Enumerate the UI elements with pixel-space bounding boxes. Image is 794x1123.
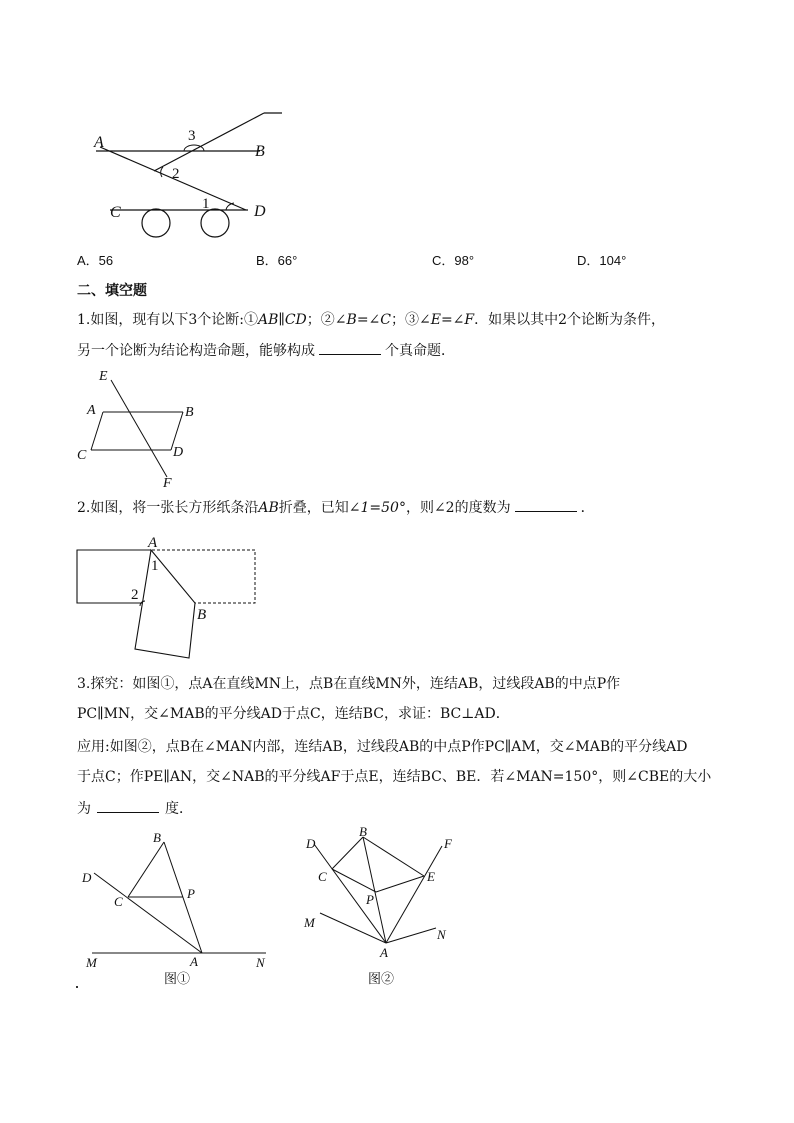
q1-label-B: B xyxy=(185,405,194,420)
fig2-label-E: E xyxy=(427,869,435,884)
label-C: C xyxy=(110,204,121,221)
fig2-label-N: N xyxy=(437,927,446,942)
q1-label-D: D xyxy=(173,445,184,460)
q2-answer-blank xyxy=(515,497,577,512)
option-a: A．56 xyxy=(77,253,114,268)
q3-line-4: 于点C；作PE∥AN，交∠NAB的平分线AF于点E，连结BC、BE．若∠MAN=150°，则∠CBE的大小 xyxy=(77,769,712,785)
label-2: 2 xyxy=(172,166,180,182)
fig2-label-P: P xyxy=(366,892,374,907)
fig1-label-B: B xyxy=(153,830,161,845)
q3-figure-1 xyxy=(78,828,278,993)
section-title: 二、填空题 xyxy=(77,283,147,299)
q1-label-F: F xyxy=(163,476,172,490)
fig2-label-F: F xyxy=(444,836,452,851)
q2-label-1: 1 xyxy=(151,558,159,574)
fig2-label-B: B xyxy=(359,824,367,839)
stray-dot xyxy=(76,986,78,988)
fig1-label-D: D xyxy=(82,870,92,885)
label-3: 3 xyxy=(188,128,196,144)
fig1-label-N: N xyxy=(256,955,265,970)
fig2-label-M: M xyxy=(304,915,315,930)
q3-line-3: 应用:如图②，点B在∠MAN内部，连结AB，过线段AB的中点P作PC∥AM，交∠MAB的平分线AD xyxy=(77,739,688,755)
option-d: D．104° xyxy=(577,253,627,268)
fig1-label-M: M xyxy=(86,955,97,970)
label-B: B xyxy=(255,143,265,160)
label-A: A xyxy=(94,134,104,151)
fig1-caption: 图① xyxy=(164,971,191,986)
q2-figure xyxy=(70,532,265,664)
option-c: C．98° xyxy=(432,253,475,268)
fig2-label-D: D xyxy=(306,836,316,851)
q1-label-A: A xyxy=(87,403,96,418)
q1-label-E: E xyxy=(99,369,108,384)
q1-answer-blank xyxy=(319,340,381,355)
q1-line-1: 1.如图，现有以下3个论断:①AB∥CD；②∠B=∠C；③∠E=∠F．如果以其中2个论断为条件， xyxy=(77,312,666,328)
fig1-label-A: A xyxy=(190,954,198,969)
fig2-label-A: A xyxy=(380,945,388,960)
label-1: 1 xyxy=(202,196,210,212)
q3-line-5: 为 度． xyxy=(77,798,193,819)
q3-line-1: 3.探究：如图①，点A在直线MN上，点B在直线MN外，连结AB，过线段AB的中点P作 xyxy=(77,676,621,692)
fig1-label-P: P xyxy=(187,886,195,901)
figure-parallel-lines xyxy=(88,105,298,240)
q2-label-2: 2 xyxy=(131,587,139,603)
label-D: D xyxy=(254,203,266,220)
q2-label-B: B xyxy=(197,607,207,623)
q2-label-A: A xyxy=(148,535,158,551)
fig2-label-C: C xyxy=(318,869,327,884)
q1-figure xyxy=(75,365,205,490)
fig1-label-C: C xyxy=(114,894,123,909)
q1-line-2: 另一个论断为结论构造命题，能够构成 个真命题． xyxy=(77,340,455,361)
q3-line-2: PC∥MN，交∠MAB的平分线AD于点C，连结BC，求证：BC⊥AD． xyxy=(77,706,510,722)
q3-figure-2 xyxy=(300,823,470,993)
option-b: B．66° xyxy=(256,253,298,268)
q3-answer-blank xyxy=(97,798,159,813)
q2-text: 2.如图，将一张长方形纸条沿AB折叠，已知∠1=50°，则∠2的度数为 ． xyxy=(77,497,595,518)
q1-label-C: C xyxy=(77,448,87,463)
fig2-caption: 图② xyxy=(368,971,395,986)
